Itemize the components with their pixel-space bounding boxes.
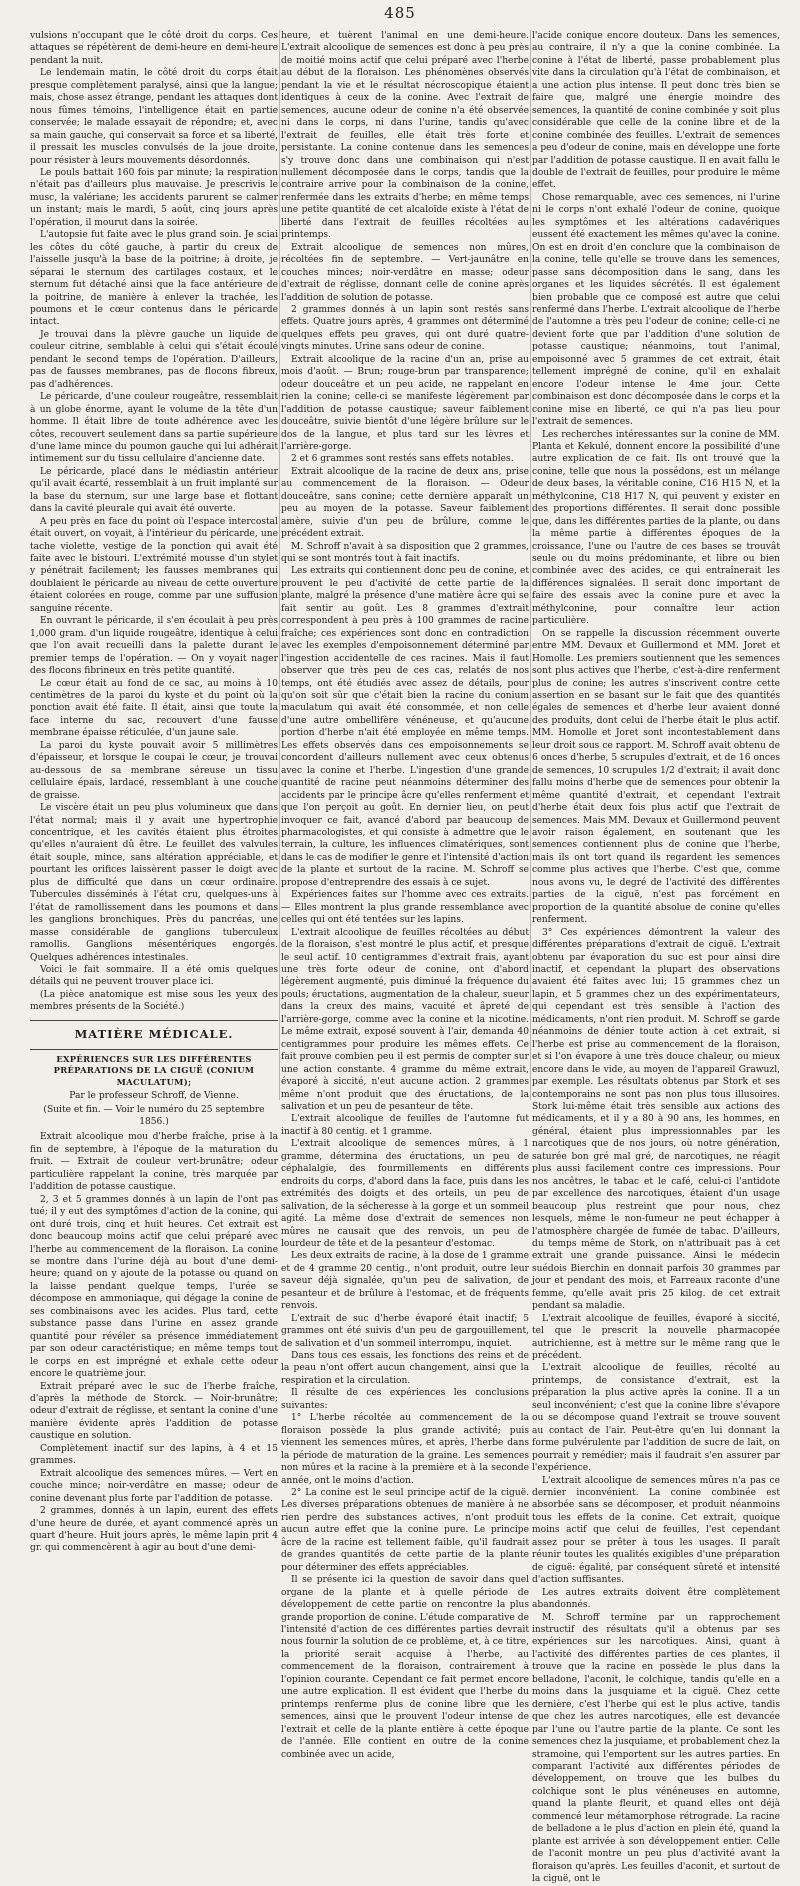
column-1 [30,30,278,1554]
paragraph: Le péricarde, d'une couleur rougeâtre, ressemblait à un globe énorme, ayant le volume de la tête d'un homme. Il était libre de toute adhérence avec les côtes, recouvert seulement dans sa partie supérieure d'une lame mince du poumon gauche qui lui adhérait intimement sur du tissu cellulaire d'ancienne date. [30,392,278,465]
column-1-article-paragraphs [30,1131,278,1554]
paragraph: Extrait alcoolique mou d'herbe fraîche, prise à la fin de septembre, à l'époque de la maturation du fruit. — Extrait de couleur vert-brunâtre; odeur particulière rappelant la conine, très marquée par l'addition de potasse caustique. [30,1132,278,1193]
paragraph: L'extrait alcoolique de feuilles, récolté au printemps, de consistance d'extrait, est la préparation la plus active après la conine. Il a un seul inconvénient; c'est que la conine libre s'évapore ou se décompose quand l'extrait se trouve souvent au contact de l'air. Peut-être qu'en lui donnant la forme pulvérulente par l'addition de sucre de lait, on pourrait y remédier; mais il faudrait s'en assurer par l'expérience. [532,1363,780,1474]
paragraph: L'extrait alcoolique de feuilles de l'automne fut inactif à 80 centig. et 1 gramme. [281,1114,529,1137]
column-2 [281,30,529,1760]
paragraph: Dans tous ces essais, les fonctions des reins et de la peau n'ont offert aucun changement, ainsi que la respiration et la circulation. [281,1351,529,1386]
paragraph: L'extrait alcoolique de feuilles, évaporé à siccité, tel que le prescrit la nouvelle pharmacopée autrichienne, est à mettre sur le même rang que le précédent. [532,1313,780,1362]
paragraph: (La pièce anatomique est mise sous les yeux des membres présents de la Société.) [30,989,278,1013]
paragraph: Chose remarquable, avec ces semences, ni l'urine ni le corps n'ont exhalé l'odeur de conine, quoique les symptômes et les altérations cadavériques eussent été exactement les mêmes qu'avec la conine. On est en droit d'en conclure que la combinaison de la conine, telle qu'elle se trouve dans les semences, passe sans décomposition dans le sang, dans les organes et les liquides sécrétés. Il est également bien probable que ce composé est autre que celui renfermé dans l'herbe. L'extrait alcoolique de l'herbe de l'automne a très peu l'odeur de conine; celle-ci ne devient forte que par l'addition d'une solution de potasse caustique; néanmoins, tout l'animal, empoisonné avec 5 grammes de cet extrait, était tellement imprégné de conine, qu'il en exhalait encore l'odeur intense le 4me jour. Cette combinaison est donc décomposée dans le corps et la conine mise en liberté, ce qui n'a pas lieu pour l'extrait de semences. [532,192,780,428]
column-divider [279,30,280,1100]
paragraph: Extrait alcoolique de la racine de deux ans, prise au commencement de la floraison. — Odeur douceâtre, sans conine; cette dernière apparaît un peu au moyen de la potasse. Saveur faiblement amère, suivie d'un peu de brûlure, comme le précédent extrait. [281,466,529,540]
paragraph: L'extrait alcoolique de semences mûres, à 1 gramme, détermina des éructations, un peu de céphalalgie, des fourmillements en différents endroits du corps, d'abord dans la face, puis dans les extrémités des doigts et des orteils, un peu de salivation, de la sécheresse à la gorge et un sommeil agité. La même dose d'extrait de semences non mûres ne causait que des renvois, un peu de lourdeur de tête et de la pesanteur d'estomac. [281,1139,529,1249]
paragraph: 2, 3 et 5 grammes donnés à un lapin de l'ont pas tué; il y eut des symptômes d'action de la conine, qui ont duré trois, cinq et huit heures. Cet extrait est donc beaucoup moins actif que celui préparé avec l'herbe au commencement de la floraison. La conine se montre dans l'urine déjà au bout d'une demi-heure; quand on y ajoute de la potasse ou quand on la laisse pendant quelque temps, l'urée se décompose en ammoniaque, qui dégage la conine de ses combinaisons avec les acides. Plus tard, cette substance passe dans l'urine en assez grande quantité pour révéler sa présence immédiatement par son odeur caractéristique; en même temps tout le corps en est imprégné et exhale cette odeur encore le quatrième jour. [30,1194,278,1380]
column-divider [530,30,531,1100]
paragraph: A peu près en face du point où l'espace intercostal était ouvert, on voyait, à l'intérieur du péricarde, une tache violette, vestige de la ponction qui avait été faite avec le bistouri. L'extrémité mousse d'un stylet y pénétrait facilement; les fausses membranes qui doublaient le péricarde au niveau de cette ouverture étaient colorées en rouge, comme par une suffusion sanguine récente. [30,516,278,614]
paragraph: 2° La conine est le seul principe actif de la ciguë. Les diverses préparations obtenues de manière à ne rien perdre des substances actives, n'ont produit aucun autre effet que la conine pure. Le principe âcre de la racine est tellement faible, qu'il faudrait de grandes quantités de cette partie de la plante pour déterminer des effets appréciables. [281,1488,529,1573]
paragraph: Extrait alcoolique des semences mûres. — Vert en couche mince; noir-verdâtre en masse; odeur de conine devenant plus forte par l'addition de potasse. [30,1468,278,1504]
section-rule [30,1049,278,1050]
paragraph: Complètement inactif sur des lapins, à 4 et 15 grammes. [30,1443,278,1467]
paragraph: L'extrait alcoolique de semences mûres n'a pas ce dernier inconvénient. La conine combinée est absorbée sans se décomposer, et produit néanmoins tous les effets de la conine. Cet extrait, quoique moins actif que celui de feuilles, l'est cependant assez pour se prêter à tous les usages. Il paraît réunir toutes les qualités exigibles d'une préparation de ciguë: égalité, par conséquent sûreté et intensité d'action suffisantes. [532,1475,780,1586]
paragraph: Je trouvai dans la plèvre gauche un liquide de couleur citrine, semblable à celui qui s'était écoulé pendant le second temps de l'opération. D'ailleurs, pas de fausses membranes, pas de flocons fibreux, pas d'adhérences. [30,329,278,390]
article-title: EXPÉRIENCES SUR LES DIFFÉRENTES PRÉPARATIONS DE LA CIGUË (CONIUM MACULATUM); [53,1053,255,1087]
paragraph: Les deux extraits de racine, à la dose de 1 gramme et de 4 gramme 20 centig., n'ont produit, outre leur saveur déjà signalée, qu'un peu de salivation, de pesanteur et de brûlure à l'estomac, et de fréquents renvois. [281,1251,529,1312]
paragraph: M. Schroff termine par un rapprochement instructif des résultats qu'il a obtenus par ses expériences sur les narcotiques. Ainsi, quant à l'activité des différentes parties de ces plantes, il trouve que la racine en possède le plus dans la belladone, l'aconit, le colchique, tandis qu'elle en a moins dans la jusquiame et la ciguë. Chez cette dernière, c'est l'herbe qui est le plus active, tandis que chez les autres narcotiques, elle est devancée par l'une ou l'autre partie de la plante. Ce sont les semences chez la jusquiame, et probablement chez la stramoine, qui l'emportent sur les autres parties. En comparant l'activité aux différentes périodes de développement, on trouve que les bulbes du colchique sont le plus vénéneuses en automne, quand la plante fleurit, et quand elles ont déjà commencé leur métamorphose rétrograde. La racine de belladone a le plus d'action en plein été, quand la plante est arrivée à son développement entier. Celle de l'aconit montre un peu plus d'activité avant la floraison qu'après. Les feuilles d'aconit, et surtout de la ciguë, ont le [532,1612,780,1885]
paragraph: 3° Ces expériences démontrent la valeur des différentes préparations d'extrait de ciguë. L'extrait obtenu par évaporation du suc est pour ainsi dire inactif, et cependant la plupart des observations avaient été faites avec lui; 15 grammes chez un lapin, et 5 grammes chez un des expérimentateurs, qui cependant est très sensible à l'action des médicaments, n'ont rien produit. M. Schroff se garde néanmoins de dénier toute action à cet extrait, si l'herbe est prise au commencement de la floraison, et si l'on évapore à une très douce chaleur, ou mieux encore dans le vide, au moyen de l'appareil Grawuzl, par exemple. Les résultats obtenus par Stork et ses contemporains ne sont pas non plus tous illusoires. Stork lui-même était très sensible aux actions des médicaments, et il y a 80 à 90 ans, les hommes, en général, étaient plus impressionnables par les narcotiques que de nos jours, où notre génération, saturée bon gré mal gré, de narcotiques, ne réagit plus aussi facilement contre ces impressions. Pour nos ancêtres, le tabac et le café, celui-ci l'antidote par excellence des narcotiques, étaient d'un usage beaucoup plus restreint que pour nous, chez lesquels, même le non-fumeur ne peut échapper à l'atmosphère chargée de fumée de tabac. D'ailleurs, du temps même de Stork, on n'attribuait pas à cet extrait une grande puissance. Ainsi le médecin suédois Bierchin en donnait parfois 30 grammes par jour et pendant des mois, et Farreaux raconte d'une femme, qu'elle avait pris 25 kilog. de cet extrait pendant sa maladie. [532,927,780,1312]
paragraph: Expériences faites sur l'homme avec ces extraits. — Elles montrent la plus grande ressemblance avec celles qui ont été tentées sur les lapins. [281,890,529,926]
paragraph: 1° L'herbe récoltée au commencement de la floraison possède la plus grande activité; puis viennent les semences mûres, et après, l'herbe dans la période de maturation de la graine. Les semences non mûres et la racine à la première et à la seconde année, ont le moins d'action. [281,1413,529,1486]
column-1-paragraphs [30,30,278,1014]
paragraph: Les extraits qui contiennent donc peu de conine, et prouvent le peu d'activité de cette partie de la plante, malgré la présence d'une matière âcre qui se fait sentir au goût. Les 8 grammes d'extrait correspondent à peu près à 100 grammes de racine fraîche; ces expériences sont donc en contradiction avec les exemples d'empoisonnement déterminé par l'ingestion accidentelle de ces racines. Mais il faut observer que très peu de ces cas, relatés de nos temps, ont été étudiés avec assez de détails, pour qu'on soit sûr que c'était bien la racine du conium maculatum qui avait été consommée, et non celle d'une autre ombellifère vénéneuse, et qu'aucune portion d'herbe n'ait été employée en même temps. Les effets observés dans ces empoisonnements se concordent d'ailleurs nullement avec ceux obtenus avec la conine et l'herbe. L'ingestion d'une grande quantité de racine peut néanmoins déterminer des accidents par le principe âcre qu'elles renferment et que l'on perçoit au goût. En dernier lieu, on peut invoquer ce fait, avancé d'abord par beaucoup de pharmacologistes, et qui consiste à admettre que le terrain, la culture, les influences climatériques, sont dans le cas de modifier le genre et l'intensité d'action de la plante et surtout de la racine. M. Schroff se propose d'entreprendre des essais à ce sujet. [281,566,529,888]
paragraph: Voici le fait sommaire. Il a été omis quelques détails qui ne peuvent trouver place ici. [30,964,278,988]
paragraph: Il se présente ici la question de savoir dans quel organe de la plante et à quelle période de développement de cette partie on rencontre la plus grande proportion de conine. L'étude comparative de l'intensité d'action de ces différentes parties devrait nous fournir la solution de ce problème, et, à ce titre, la priorité serait acquise à l'herbe, au commencement de la floraison, contrairement à l'opinion courante. Cependant ce fait permet encore une autre explication. Il est évident que l'herbe du printemps renferme plus de conine libre que les semences, ainsi que le prouvent l'odeur intense de l'extrait et celle de la plante entière à cette époque de l'année. Elle contient en outre de la conine combinée avec un acide, [281,1575,529,1760]
paragraph: heure, et tuèrent l'animal en une demi-heure. L'extrait alcoolique de semences est donc à peu près de moitié moins actif que celui préparé avec l'herbe au début de la floraison. Les phénomènes observés pendant la vie et le résultat nécroscopique étaient identiques à ceux de la conine. Avec l'extrait de semences, aucune odeur de conine n'a été observée ni dans le corps, ni dans l'urine, tandis qu'avec l'extrait de feuilles, elle était très forte et persistante. La conine contenue dans les semences s'y trouve donc dans une combinaison qui n'est nullement décomposée dans le corps, tandis que la contraire arrive pour la combinaison de la conine, renfermée dans les extraits d'herbe; en même temps une petite quantité de cet alcaloïde existe à l'état de liberté dans l'extrait de feuilles récoltées au printemps. [281,31,529,241]
column-3 [532,30,780,1885]
paragraph: La paroi du kyste pouvait avoir 5 millimètres d'épaisseur, et lorsque le coupai le cœur, je trouvai au-dessous de sa membrane séreuse un tissu cellulaire épais, lardacé, ressemblant à une couche de graisse. [30,740,278,801]
paragraph: L'autopsie fut faite avec le plus grand soin. Je sciai les côtes du côté gauche, à partir du creux de l'aisselle jusqu'à la base de la poitrine; à droite, je séparai le sternum des cartilages costaux, et le sternum fut détaché ainsi que la face antérieure de la poitrine, de manière à enlever la trachée, les poumons et le cœur contenus dans le péricarde intact. [30,230,278,328]
page-number: 485 [384,4,416,22]
column-2-paragraphs [281,30,529,1761]
paragraph: Le viscère était un peu plus volumineux que dans l'état normal; mais il y avait une hypertrophie concentrique, et les cavités étaient plus étroites qu'elles n'auraient dû être. Le feuillet des valvules était souple, mince, sans altération appréciable, et pourtant les orifices laissèrent passer le doigt avec plus de difficulté que dans un cœur ordinaire. Tubercules disséminés à l'état cru, quelques-uns à l'état de ramollissement dans les poumons et dans les ganglions bronchiques. Près du pancréas, une masse considérable de ganglions tuberculeux ramollis. Ganglions mésentériques engorgés. Quelques adhérences intestinales. [30,803,278,963]
paragraph: Il résulte de ces expériences les conclusions suivantes: [281,1388,529,1411]
article-byline: Par le professeur Schroff, de Vienne. [69,1091,239,1102]
paragraph: Le pouls battait 160 fois par minute; la respiration n'était pas d'ailleurs plus mauvaise. Je prescrivis le musc, la valériane; les accidents parurent se calmer un instant; mais le mardi, 5 août, cinq jours après l'opération, il mourut dans la soirée. [30,167,278,228]
paragraph: 2 et 6 grammes sont restés sans effets notables. [291,454,514,465]
paragraph: Extrait préparé avec le suc de l'herbe fraîche, d'après la méthode de Storck. — Noir-brunâtre; odeur d'extrait de réglisse, et sentant la conine d'une manière évidente après l'addition de potasse caustique en solution. [30,1381,278,1442]
paragraph: Extrait alcoolique de semences non mûres, récoltées fin de septembre. — Vert-jaunâtre en couches minces; noir-verdâtre en masse; odeur d'extrait de réglisse, donnant celle de conine après l'addition de solution de potasse. [281,242,529,303]
paragraph: 2 grammes, donnés à un lapin, eurent des effets d'une heure de durée, et ayant commencé après un quart d'heure. Huit jours après, le même lapin prit 4 gr. qui commencèrent à agir au bout d'une demi- [30,1506,278,1554]
section-rule [30,1020,278,1021]
paragraph: l'acide conique encore douteux. Dans les semences, au contraire, il n'y a que la conine combinée. La conine à l'état de liberté, passe probablement plus vite dans la circulation qu'à l'état de combinaison, et a une action plus intense. Il peut donc très bien se faire que, malgré une énergie moindre des semences, la quantité de conine combinée y soit plus considérable que celle de la conine libre et de la conine combinée des feuilles. L'extrait de semences a peu d'odeur de conine, mais en développe une forte par l'addition de potasse caustique. Il en avait fallu le double de l'extrait de feuilles, pour produire le même effet. [532,31,780,191]
paragraph: Le cœur était au fond de ce sac, au moins à 10 centimètres de la paroi du kyste et du point où la ponction avait été faite. Il était, ainsi que toute la face interne du sac, recouvert d'une fausse membrane épaisse réticulée, d'un jaune sale. [30,678,278,739]
paragraph: vulsions n'occupant que le côté droit du corps. Ces attaques se répétèrent de demi-heure en demi-heure pendant la nuit. [30,31,278,66]
paragraph: Les autres extraits doivent être complètement abandonnés. [532,1587,780,1611]
paragraph: Le lendemain matin, le côté droit du corps était presque complètement paralysé, ainsi que la langue; mais, chose assez étrange, pendant les attaques dont nous fûmes témoins, l'intelligence était en partie conservée; le malade essayait de répondre; et, avec sa main gauche, qui conservait sa force et sa liberté, il pressait les muscles convulsés de la joue droite, pour résister à leurs mouvements désordonnés. [30,68,278,166]
paragraph: 2 grammes donnés à un lapin sont restés sans effets. Quatre jours après, 4 grammes ont déterminé quelques effets peu graves, qui ont duré quatre-vingts minutes. Urine sans odeur de conine. [281,304,529,353]
paragraph: En ouvrant le péricarde, il s'en écoulait à peu près 1,000 gram. d'un liquide rougeâtre, identique à celui que l'on avait recueilli dans la palette durant le premier temps de l'opération. — On y voyait nager des flocons fibrineux en très petite quantité. [30,616,278,677]
section-title: MATIÈRE MÉDICALE. [74,1026,234,1041]
paragraph: Les recherches intéressantes sur la conine de MM. Planta et Kekulé, donnent encore la possibilité d'une autre explication de ce fait. Ils ont trouvé que la conine, telle que nous la possédons, est un mélange de deux bases, la véritable conine, C16 H15 N, et la méthylconine, C18 H17 N, qui peuvent y exister en des proportions différentes. Il serait donc possible que, dans les différentes parties de la plante, ou dans la même partie à différentes époques de la croissance, l'une ou l'autre de ces bases se trouvât seule ou du moins prédominante, et libre ou bien combinée avec des acides, ce qui entraînerait les différences signalées. Il serait donc important de faire des essais avec la conine pure et avec la méthylconine, pour connaître leur action particulière. [532,429,780,627]
paragraph: Extrait alcoolique de la racine d'un an, prise au mois d'août. — Brun; rouge-brun par transparence; odeur douceâtre et un peu acide, ne rappelant en rien la conine; celle-ci se manifeste légèrement par l'addition de potasse caustique; saveur faiblement douceâtre, suivie bientôt d'une légère brûlure sur le dos de la langue, et plus tard sur les lèvres et l'arrière-gorge. [281,354,529,452]
paragraph: Le péricarde, placé dans le médiastin antérieur qu'il avait écarté, ressemblait à un fruit implanté sur la base du sternum, sur une large base et flottant dans la cavité pleurale qui avait été ouverte. [30,466,278,515]
paragraph: L'extrait alcoolique de feuilles récoltées au début de la floraison, s'est montré le plus actif, et presque le seul actif. 10 centigrammes d'extrait frais, ayant une très forte odeur de conine, ont d'abord légèrement augmenté, puis diminué la fréquence du pouls; éructations, augmentation de la chaleur, sueur dans la creux des mains, vacuité et âpreté de l'arrière-gorge, comme avec la conine et la nicotine. Le même extrait, exposé souvent à l'air, demanda 40 centigrammes pour produire les mêmes effets. Ce fait prouve combien peu il est permis de compter sur une action constante. 4 gramme du même extrait, évaporé à siccité, n'eut aucune action. 2 grammes même n'ont produit que des éructations, de la salivation et un peu de pesanteur de tête. [281,927,529,1112]
article-continuation-note: (Suite et fin. — Voir le numéro du 25 septembre 1856.) [43,1104,265,1127]
paragraph: On se rappelle la discussion récemment ouverte entre MM. Devaux et Guillermond et MM. Joret et Homolle. Les premiers soutiennent que les semences sont plus actives que l'herbe, c'est-à-dire renferment plus de conine; les autres s'inscrivent contre cette assertion en se basant sur le fait que des quantités égales de semences et d'herbe leur avaient donné des produits, dont celui de l'herbe était le plus actif. MM. Homolle et Joret sont incontestablement dans leur droit sous ce rapport. M. Schroff avait obtenu de 6 onces d'herbe, 5 scrupules d'extrait, et de 16 onces de semences, 10 scrupules 1/2 d'extrait; il avait donc fallu moins d'herbe que de semences pour obtenir la même quantité d'extrait, et cependant l'extrait d'herbe était deux fois plus actif que l'extrait de semences. Mais MM. Devaux et Guillermond peuvent avoir raison également, en soutenant que les semences contiennent plus de conine que l'herbe, mais ils ont tort quand ils regardent les semences comme plus actives que l'herbe. C'est que, comme nous avons vu, le degré de l'activité des différentes parties de la ciguë, n'est pas forcément en proportion de la quantité absolue de conine qu'elles renferment. [532,628,780,926]
paragraph: M. Schroff n'avait à sa disposition que 2 grammes, qui se sont montrés tout à fait inactifs. [281,541,529,565]
paragraph: L'extrait de suc d'herbe évaporé était inactif; 5 grammes ont été suivis d'un peu de gargouillement, de salivation et d'un sommeil interrompu, inquiet. [281,1313,529,1349]
column-3-paragraphs [532,30,780,1886]
